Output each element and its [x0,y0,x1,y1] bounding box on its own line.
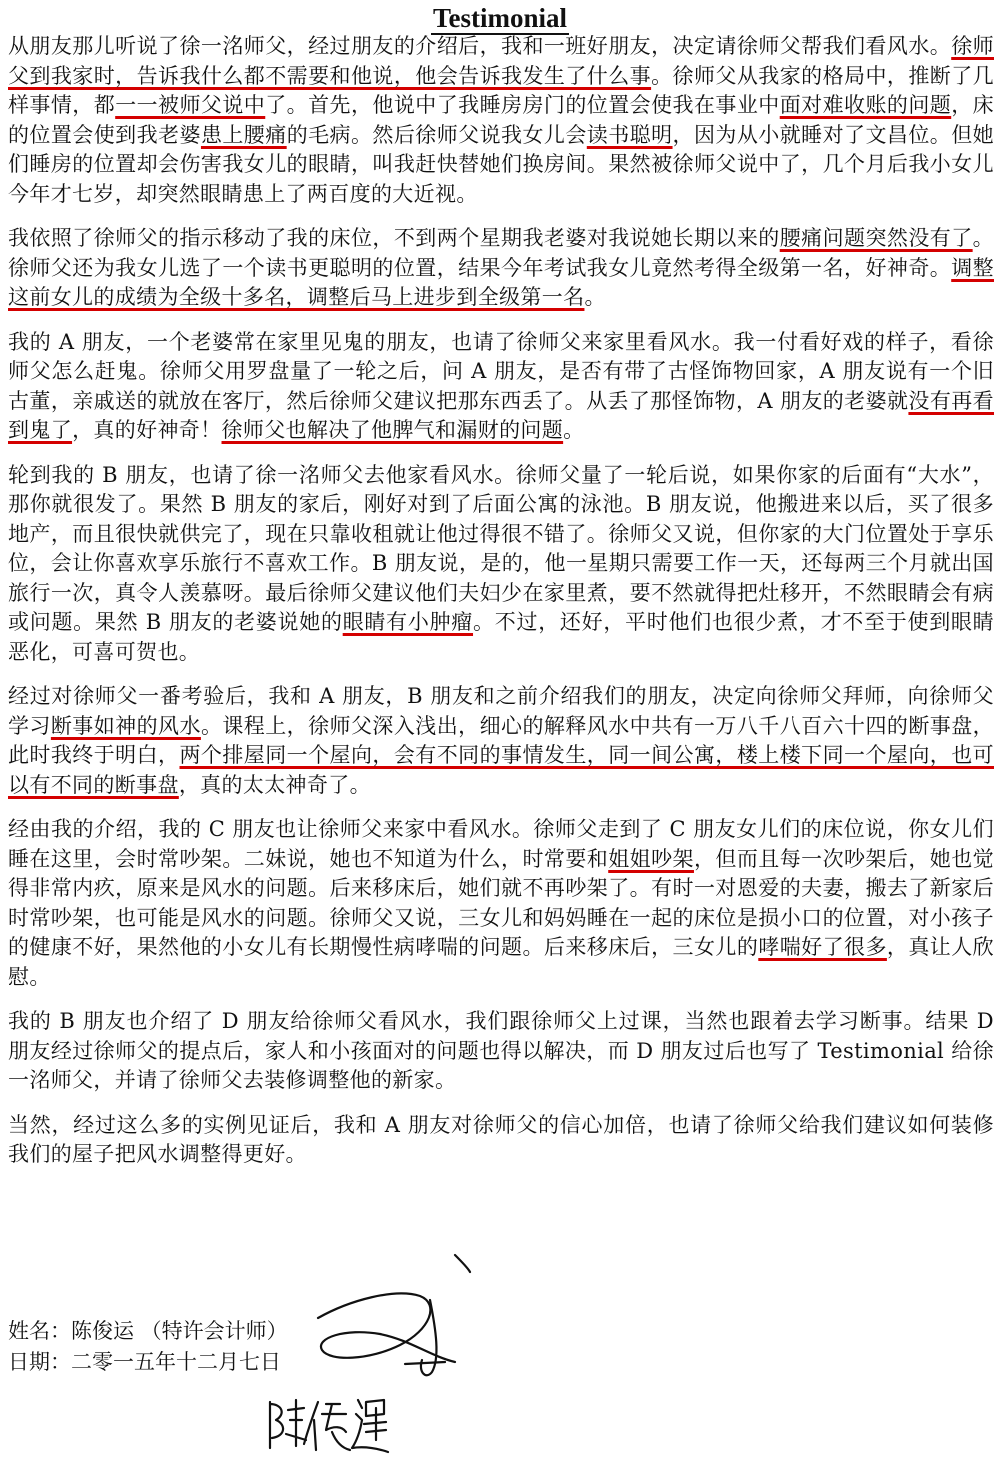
underlined-phrase: 断事如神的风水 [50,713,201,738]
paragraph-1 [8,32,994,209]
paragraph-text: 。不过，还好，平时他们也很少煮，才不至于使到眼睛恶化，可喜可贺也。 [8,610,994,664]
underlined-phrase: 调整这前女儿的成绩为全级十多名，调整后马上进步到全级第一名 [8,255,994,309]
underlined-phrase: 没有再看到鬼了 [8,388,995,442]
paragraph-text: 。课程上，徐师父深入浅出，细心的解释风水中共有一万八千八百六十四的断事盘，此时我终于明白， [8,713,994,767]
name-label: 姓名： [8,1319,71,1343]
paragraph-text: 。 [563,418,585,442]
handwritten-char-3 [352,1400,388,1452]
paragraph-text: 经过对徐师父一番考验后，我和 A 朋友，B 朋友和之前介绍我们的朋友，决定向徐师父拜师，向徐师父学习 [8,684,994,738]
paragraph-text: 当然，经过这么多的实例见证后，我和 A 朋友对徐师父的信心加倍，也请了徐师父给我们建议如何装修我们的屋子把风水调整得更好。 [8,1112,994,1166]
document-title: Testimonial [432,3,568,33]
signature-stroke-tail [455,1255,470,1272]
paragraph-7 [8,1007,994,1096]
paragraph-text: 。 [584,285,606,309]
paragraph-text: 经由我的介绍，我的 C 朋友也让徐师父来家中看风水。徐师父走到了 C 朋友女儿们的床位说，你女儿们睡在这里，会时常吵架。二妹说，她也不知道为什么，时常要和 [8,817,994,871]
underlined-phrase: 一一被师父说中 [115,93,266,117]
underlined-phrase: 眼睛有小肿瘤 [342,610,474,634]
paragraph-3 [8,328,994,446]
paragraph-text: 从朋友那儿听说了徐一洺师父，经过朋友的介绍后，我和一班好朋友，决定请徐师父帮我们看风水。 [8,34,952,58]
paragraph-2 [8,224,994,313]
underlined-phrase: 徐师父到我家时，告诉我什么都不需要和他说，他会告诉我发生了什么事 [8,34,994,88]
underlined-phrase: 徐师父也解决了他脾气和漏财的问题 [221,418,564,442]
paragraph-text: 轮到我的 B 朋友，也请了徐一洺师父去他家看风水。徐师父量了一轮后说，如果你家的后面有“大水”，那你就很发了。果然 B 朋友的家后，刚好对到了后面公寓的泳池。B 朋友说，他搬进来以后，买了很多地产，而且很快就供完了，现在只靠收租就让他过得很不错了。徐师父又说，但你家的大门位置处于享乐位，会让你喜欢享乐旅行不喜欢工作。B 朋友说，是的，他一星期只需要工作一天，还每两三个月就出国旅行一次，真令人羡慕呀。最后徐师父建议他们夫妇少在家里煮，要不然就得把灶移开，不然眼睛会有病或问题。果然 B 朋友的老婆说她的 [8,462,994,634]
paragraph-text: ，真的太太神奇了。 [178,772,371,797]
paragraph-8 [8,1111,994,1170]
paragraph-text: 我依照了徐师父的指示移动了我的床位，不到两个星期我老婆对我说她长期以来的 [8,226,780,250]
name-value: 陈俊运 （特许会计师） [71,1319,288,1343]
paragraph-text: ，真的好神奇！ [72,418,222,442]
paragraph-text: 了。首先，他说中了我睡房房门的位置会使我在事业中 [265,93,780,117]
date-line [8,1347,608,1378]
underlined-phrase: 患上腰痛 [200,122,287,147]
date-value: 二零一五年十二月七日 [71,1350,281,1374]
testimonial-body [8,32,994,1170]
paragraph-text: 我的 B 朋友也介绍了 D 朋友给徐师父看风水，我们跟徐师父上过课，当然也跟着去学习断事。结果 D 朋友经过徐师父的提点后，家人和小孩面对的问题也得以解决，而 D 朋友过后也写了 Testimonial 给徐一洺师父，并请了徐师父去装修调整他的新家。 [8,1009,994,1092]
underlined-phrase: 哮喘好了很多 [758,935,887,959]
date-label: 日期： [8,1350,71,1374]
paragraph-text: 的毛病。然后徐师父说我女儿会 [286,122,587,147]
handwritten-char-1 [270,1400,306,1448]
paragraph-text: ，床的位置会使到我老婆 [8,93,995,147]
paragraph-text: ，但而且每一次吵架后，她也觉得非常内疚，原来是风水的问题。后来移床后，她们就不再吵架了。有时一对恩爱的夫妻，搬去了新家后时常吵架，也可能是风水的问题。徐师父又说，三女儿和妈妈睡在一起的床位是损小口的位置，对小孩子的健康不好，果然他的小女儿有长期慢性病哮喘的问题。后来移床后，三女儿的 [8,846,994,959]
paragraph-4 [8,461,994,668]
paragraph-text: ，真让人欣慰。 [8,935,995,989]
underlined-phrase: 面对难收账的问题 [779,93,952,117]
underlined-phrase: 读书聪明 [586,122,673,147]
underlined-phrase: 腰痛问题突然没有了 [779,226,973,250]
paragraph-text: 。徐师父从我家的格局中，推断了几样事情，都 [8,63,994,117]
handwritten-char-2 [304,1402,350,1450]
name-line [8,1316,608,1347]
paragraph-text: 。徐师父还为我女儿选了一个读书更聪明的位置，结果今年考试我女儿竟然考得全级第一名，好神奇。 [8,226,994,280]
paragraph-text: 我的 A 朋友，一个老婆常在家里见鬼的朋友，也请了徐师父来家里看风水。我一付看好戏的样子，看徐师父怎么赶鬼。徐师父用罗盘量了一轮之后，问 A 朋友，是否有带了古怪饰物回家，A 朋友说有一个旧古董，亲戚送的就放在客厅，然后徐师父建议把那东西丢了。从丢了那怪饰物，A 朋友的老婆就 [8,329,994,413]
paragraph-5 [8,682,994,800]
signature-block [8,1316,608,1378]
underlined-phrase: 姐姐吵架 [608,846,694,871]
underlined-phrase: 两个排屋同一个屋向，会有不同的事情发生，同一间公寓，楼上楼下同一个屋向，也可以有不同的断事盘 [8,743,994,797]
paragraph-text: ，因为从小就睡对了文昌位。但她们睡房的位置却会伤害我女儿的眼睛，叫我赶快替她们换房间。果然被徐师父说中了，几个月后我小女儿今年才七岁，却突然眼睛患上了两百度的大近视。 [8,122,995,206]
paragraph-6 [8,815,994,992]
